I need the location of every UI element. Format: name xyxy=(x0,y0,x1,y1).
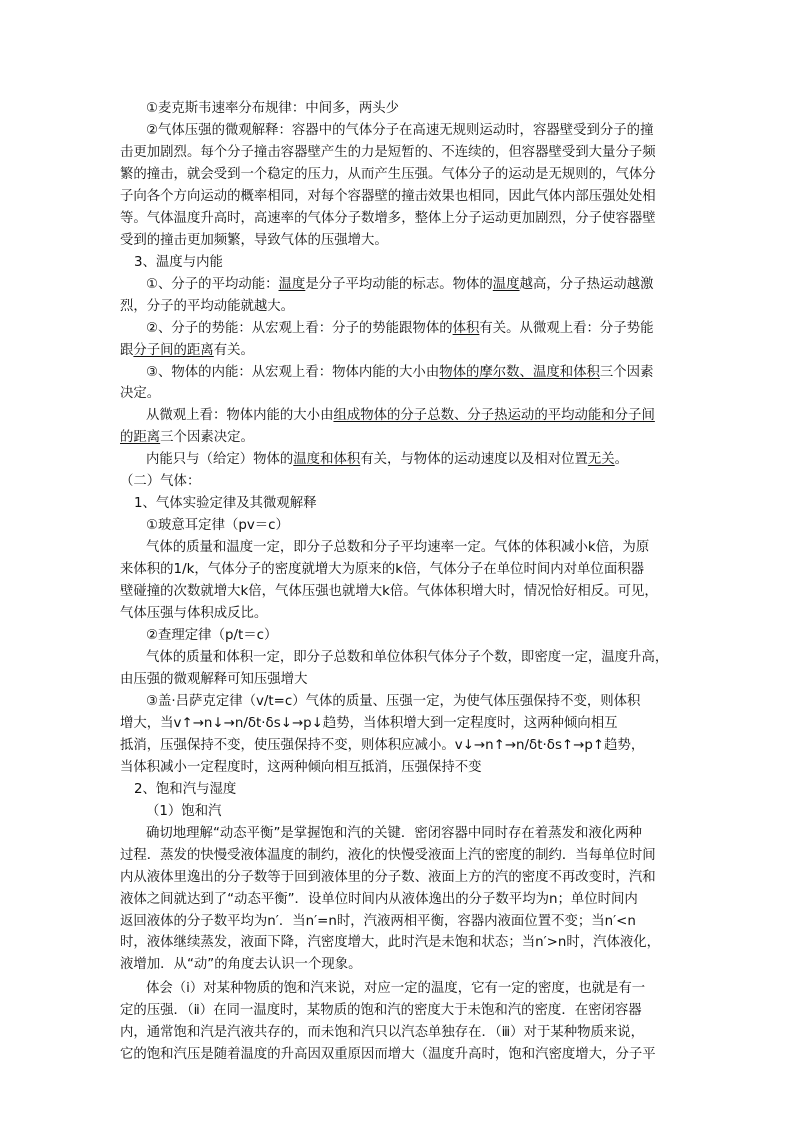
text-segment: 内能只与（给定）物体的 xyxy=(146,452,294,467)
text-segment: 1、气体实验定律及其微观解释 xyxy=(134,496,317,511)
text-line xyxy=(120,954,680,977)
text-line xyxy=(120,164,680,187)
text-segment: 内从液体里逸出的分子数等于回到液体里的分子数、液面上方的汽的密度不再改变时，汽和 xyxy=(120,870,656,885)
text-segment: 返回液体的分子数平均为n′．当n′=n时，汽液两相平衡，容器内液面位置不变；当n′<n xyxy=(120,914,636,929)
text-segment: 烈，分子的平均动能就越大。 xyxy=(120,299,295,314)
text-line xyxy=(146,625,680,648)
text-segment: ③、物体的内能：从宏观上看：物体内能的大小由 xyxy=(146,365,440,380)
text-line xyxy=(134,779,680,802)
text-line xyxy=(146,98,680,121)
text-line xyxy=(120,471,680,494)
text-line xyxy=(120,889,680,912)
text-segment: ②、分子的势能：从宏观上看：分子的势能跟物体的 xyxy=(146,321,453,336)
text-segment: 内，通常饱和汽是汽液共存的，而未饱和汽只以汽态单独存在．（ⅲ）对于某种物质来说， xyxy=(120,1025,645,1040)
text-segment: 由压强的微观解释可知压强增大 xyxy=(120,672,308,687)
text-segment: 是分子平均动能的标志。物体的 xyxy=(305,277,493,292)
text-line xyxy=(120,932,680,955)
text-line xyxy=(120,186,680,209)
text-segment: （1）饱和汽 xyxy=(146,804,222,819)
text-line xyxy=(120,581,680,604)
text-segment: 越高，分子热运动越激 xyxy=(519,277,654,292)
text-segment: 液增加．从“动”的角度去认识一个现象。 xyxy=(120,957,362,972)
text-line xyxy=(120,427,680,450)
text-line xyxy=(120,383,680,406)
text-segment: ②气体压强的微观解释：容器中的气体分子在高速无规则运动时，容器壁受到分子的撞 xyxy=(146,123,654,138)
text-line xyxy=(120,713,680,736)
underlined-term: 物体的摩尔数、温度和体积 xyxy=(439,365,600,380)
text-segment: 从微观上看：物体内能的大小由 xyxy=(146,408,334,423)
text-segment: ①、分子的平均动能： xyxy=(146,277,279,292)
text-line xyxy=(120,1044,680,1067)
text-line xyxy=(134,493,680,516)
text-segment: 液体之间就达到了“动态平衡”．设单位时间内从液体逸出的分子数平均为n；单位时间内 xyxy=(120,892,638,907)
text-segment: ③盖·吕萨克定律（v/t=c）气体的质量、压强一定，为使气体压强保持不变，则体积 xyxy=(146,694,641,709)
text-line xyxy=(120,1000,680,1023)
text-segment: ①麦克斯韦速率分布规律：中间多，两头少 xyxy=(146,101,400,116)
text-line xyxy=(146,362,680,385)
text-line xyxy=(120,669,680,692)
underlined-term: 的距离 xyxy=(120,430,161,445)
text-segment: 子向各个方向运动的概率相同，对每个容器壁的撞击效果也相同，因此气体内部压强处处相 xyxy=(120,189,656,204)
text-segment: 体会（i）对某种物质的饱和汽来说，对应一定的温度，它有一定的密度，也就是有一 xyxy=(146,981,646,996)
text-line xyxy=(146,449,680,472)
text-segment: 抵消，压强保持不变，使压强保持不变，则体积应减小。v↓→n↑→n/δt·δs↑→p↑趋势， xyxy=(120,738,645,753)
text-line xyxy=(120,1022,680,1045)
text-segment: ②查理定律（p/t＝c） xyxy=(146,628,278,643)
underlined-term: 温度 xyxy=(492,277,520,292)
text-segment: 受到的撞击更加频繁，导致气体的压强增大。 xyxy=(120,233,388,248)
text-line xyxy=(120,735,680,758)
text-line xyxy=(120,230,680,253)
text-line xyxy=(120,296,680,319)
text-line xyxy=(120,142,680,165)
text-segment: 3、温度与内能 xyxy=(134,255,223,270)
text-segment: 。 xyxy=(614,452,629,467)
text-line xyxy=(120,340,680,363)
text-segment: 来体积的1/k，气体分子的密度就增大为原来的k倍，气体分子在单位时间内对单位面积器 xyxy=(120,562,644,577)
text-line xyxy=(134,252,680,275)
text-line xyxy=(120,208,680,231)
text-line xyxy=(120,757,680,780)
underlined-term: 无关 xyxy=(587,452,615,467)
text-segment: 跟 xyxy=(120,343,134,358)
text-segment: （二）气体： xyxy=(120,474,201,489)
text-line xyxy=(120,911,680,934)
text-line xyxy=(146,978,680,1001)
underlined-term: 体积 xyxy=(452,321,480,336)
underlined-term: 温度 xyxy=(278,277,306,292)
text-line xyxy=(146,647,680,670)
underlined-term: 分子间的距离 xyxy=(133,343,214,358)
text-line xyxy=(146,120,680,143)
text-segment: 时，液体继续蒸发，液面下降，汽密度增大，此时汽是未饱和状态；当n′>n时，汽体液化， xyxy=(120,935,661,950)
underlined-term: 组成物体的分子总数、分子热运动的平均动能和分子间 xyxy=(333,408,655,423)
text-segment: 当体积减小一定程度时，这两种倾向相互抵消，压强保持不变 xyxy=(120,760,482,775)
text-segment: 增大，当v↑→n↓→n/δt·δs↓→p↓趋势，当体积增大到一定程度时，这两种倾向相互 xyxy=(120,716,618,731)
text-segment: 气体的质量和温度一定，即分子总数和分子平均速率一定。气体的体积减小k倍，为原 xyxy=(146,540,650,555)
text-line xyxy=(120,559,680,582)
text-segment: 定的压强．（ⅱ）在同一温度时，某物质的饱和汽的密度大于未饱和汽的密度．在密闭容器 xyxy=(120,1003,642,1018)
text-line xyxy=(146,823,680,846)
text-line xyxy=(146,318,680,341)
text-segment: 决定。 xyxy=(120,386,161,401)
text-segment: 壁碰撞的次数就增大k倍，气体压强也就增大k倍。气体体积增大时，情况恰好相反。可见， xyxy=(120,584,658,599)
text-line xyxy=(120,867,680,890)
text-segment: 有关。 xyxy=(213,343,254,358)
text-segment: 气体的质量和体积一定，即分子总数和单位体积气体分子个数，即密度一定，温度升高， xyxy=(146,650,669,665)
text-line xyxy=(120,603,680,626)
text-segment: 有关，与物体的运动速度以及相对位置 xyxy=(360,452,588,467)
underlined-term: 温度和体积 xyxy=(293,452,361,467)
text-segment: 三个因素决定。 xyxy=(160,430,254,445)
text-segment: 2、饱和汽与湿度 xyxy=(134,782,237,797)
text-line xyxy=(146,801,680,824)
text-line xyxy=(146,537,680,560)
text-line xyxy=(146,405,680,428)
text-segment: 繁的撞击，就会受到一个稳定的压力，从而产生压强。气体分子的运动是无规则的，气体分 xyxy=(120,167,656,182)
text-segment: 它的饱和汽压是随着温度的升高因双重原因而增大（温度升高时，饱和汽密度增大，分子平 xyxy=(120,1047,656,1062)
text-line xyxy=(120,845,680,868)
text-line xyxy=(146,691,680,714)
text-segment: 过程．蒸发的快慢受液体温度的制约，液化的快慢受液面上汽的密度的制约．当每单位时间 xyxy=(120,848,656,863)
text-segment: ①玻意耳定律（pv＝c） xyxy=(146,518,289,533)
text-segment: 有关。从微观上看：分子势能 xyxy=(479,321,654,336)
text-line xyxy=(146,515,680,538)
text-line xyxy=(146,274,680,297)
text-segment: 气体压强与体积成反比。 xyxy=(120,606,268,621)
text-segment: 等。气体温度升高时，高速率的气体分子数增多，整体上分子运动更加剧烈，分子使容器壁 xyxy=(120,211,656,226)
text-segment: 三个因素 xyxy=(599,365,654,380)
text-segment: 击更加剧烈。每个分子撞击容器壁产生的力是短暂的、不连续的，但容器壁受到大量分子频 xyxy=(120,145,656,160)
text-segment: 确切地理解“动态平衡”是掌握饱和汽的关键．密闭容器中同时存在着蒸发和液化两种 xyxy=(146,826,642,841)
